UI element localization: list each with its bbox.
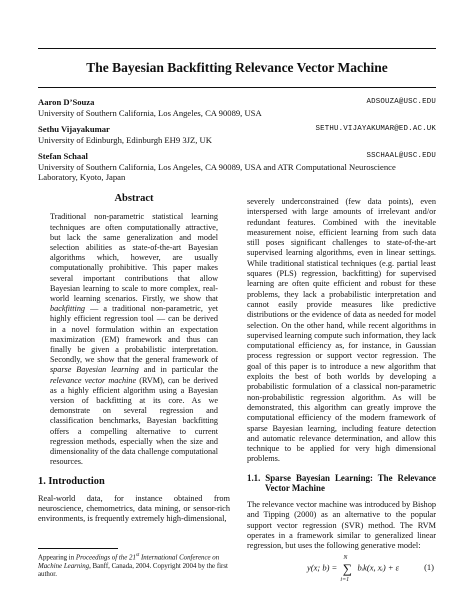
summation (340, 555, 354, 583)
author-email: SETHU.VIJAYAKUMAR@ED.AC.UK (315, 125, 436, 133)
body-paragraph: The relevance vector machine was introduced by Bishop and Tipping (2000) as an alternative to the popular support vector regression (SVR) method. The RVM operates in a framework similar to generalized linear regression, but uses the following generative model: (247, 499, 436, 551)
section-heading-introduction: 1. Introduction (38, 476, 105, 488)
footnote-superscript: st (135, 553, 140, 558)
author-block-3 (38, 151, 436, 183)
sum-sign-icon: ∑ (342, 561, 353, 576)
abstract-text-part: and in particular the (138, 365, 218, 375)
footnote-venue: Proceedings of the 21 (75, 554, 136, 562)
abstract-emphasis: sparse Bayesian learning (50, 365, 139, 375)
author-email: SSCHAAL@USC.EDU (366, 152, 436, 160)
right-column (247, 197, 436, 551)
abstract-text-part: (RVM), can be derived as a highly efficient algorithm using a Bayesian version of backfitting at its core. As we demonstrate on several regression and classification benchmarks, Bayesian backfitting offers a compelling alternative to current regression methods, especially when the size and dimensionality of the data challenge computational resources. (50, 375, 218, 467)
footnote-rule (38, 548, 118, 549)
sum-upper-limit: N (343, 555, 348, 561)
sum-lower-limit: i=1 (340, 577, 350, 583)
title-rule-bottom (38, 87, 436, 88)
abstract-heading: Abstract (114, 193, 154, 204)
author-block-1 (38, 97, 436, 118)
author-affiliation: University of Edinburgh, Edinburgh EH9 3JZ, UK (38, 134, 212, 145)
author-affiliation: University of Southern California, Los Angeles, CA 90089, USA and ATR Computational Neuroscience Laboratory, Kyoto, Japan (38, 161, 396, 183)
footnote-venue: International Conference on Machine Learning (38, 554, 220, 570)
author-affiliation: University of Southern California, Los Angeles, CA 90089, USA (38, 107, 262, 118)
equation-body (307, 555, 400, 583)
author-block-2 (38, 124, 436, 145)
author-name: Sethu Vijayakumar (38, 124, 110, 134)
intro-text: Real-world data, for instance obtained from neuroscience, chemometrics, data mining, or sensor-rich environments, is frequently extremely high-dimensional, (38, 493, 230, 524)
paper-title: The Bayesian Backfitting Relevance Vector Machine (86, 60, 388, 75)
author-name: Stefan Schaal (38, 151, 88, 161)
author-email: ADSOUZA@USC.EDU (366, 98, 436, 106)
footnote-text: , Banff, Canada, 2004. Copyright 2004 by the first author. (38, 562, 228, 579)
equation-lhs: y(x; b) = (307, 562, 338, 573)
left-column (38, 194, 230, 525)
subsection-heading: 1.1. Sparse Bayesian Learning: The Relevance Vector Machine (247, 472, 436, 494)
body-paragraph: severely underconstrained (few data points), even interspersed with large amounts of irrelevant and/or redundant features. Combined with the inevitable measurement noise, efficient learning from such data still poses significant challenges to state-of-the-art supervised learning algorithms, even in linear settings. While traditional statistical techniques (e.g. partial least squares (PLS) regression, backfitting) for supervised learning are often quite efficient and robust for these problems, they lack a probabilistic interpretation and cannot easily provide measures like predictive distributions or the evidence of data as needed for model selection. On the other hand, while recent algorithms in supervised learning compute such information, they lack computational efficiency as, for instance, in Gaussian process regression or support vector regression. The goal of this paper is to introduce a new algorithm that exploits the best of both worlds by developing a probabilistic formulation of a classical non-parametric non-probabilistic regression algorithm. As will be demonstrated, this algorithm can greatly improve the computational efficiency of the modern framework of sparse Bayesian learning, including feature detection and automatic relevance determination, and allow this technique to be applied for very high dimensional problems. (247, 197, 436, 464)
equation-number: (1) (424, 562, 434, 572)
abstract-emphasis: relevance vector machine (50, 375, 137, 385)
footnote-text: Appearing in (38, 554, 76, 562)
equation-1 (247, 553, 436, 583)
abstract-text-part: Traditional non-parametric statistical learning techniques are often computationally attractive, but lack the same generalization and model selection abilities as state-of-the-art Bayesian algorithms which, however, are usually computationally prohibitive. This paper makes several important contributions that allow Bayesian learning to scale to more complex, real-world learning scenarios. Firstly, we show that (50, 212, 218, 303)
abstract-text-part: — a traditional non-parametric, yet highly efficient regression tool — can be derived in a novel formulation within an expectation maximization (EM) framework and thus can finally be given a probabilistic interpretation. Secondly, we show that the general framework of (50, 304, 218, 365)
equation-rhs: bᵢk(x, xᵢ) + ε (357, 562, 400, 573)
author-name: Aaron D’Souza (38, 97, 95, 107)
title-rule-top (38, 48, 436, 49)
abstract-emphasis: backfitting (50, 304, 86, 314)
abstract-text (50, 212, 218, 467)
footnote (38, 552, 230, 580)
